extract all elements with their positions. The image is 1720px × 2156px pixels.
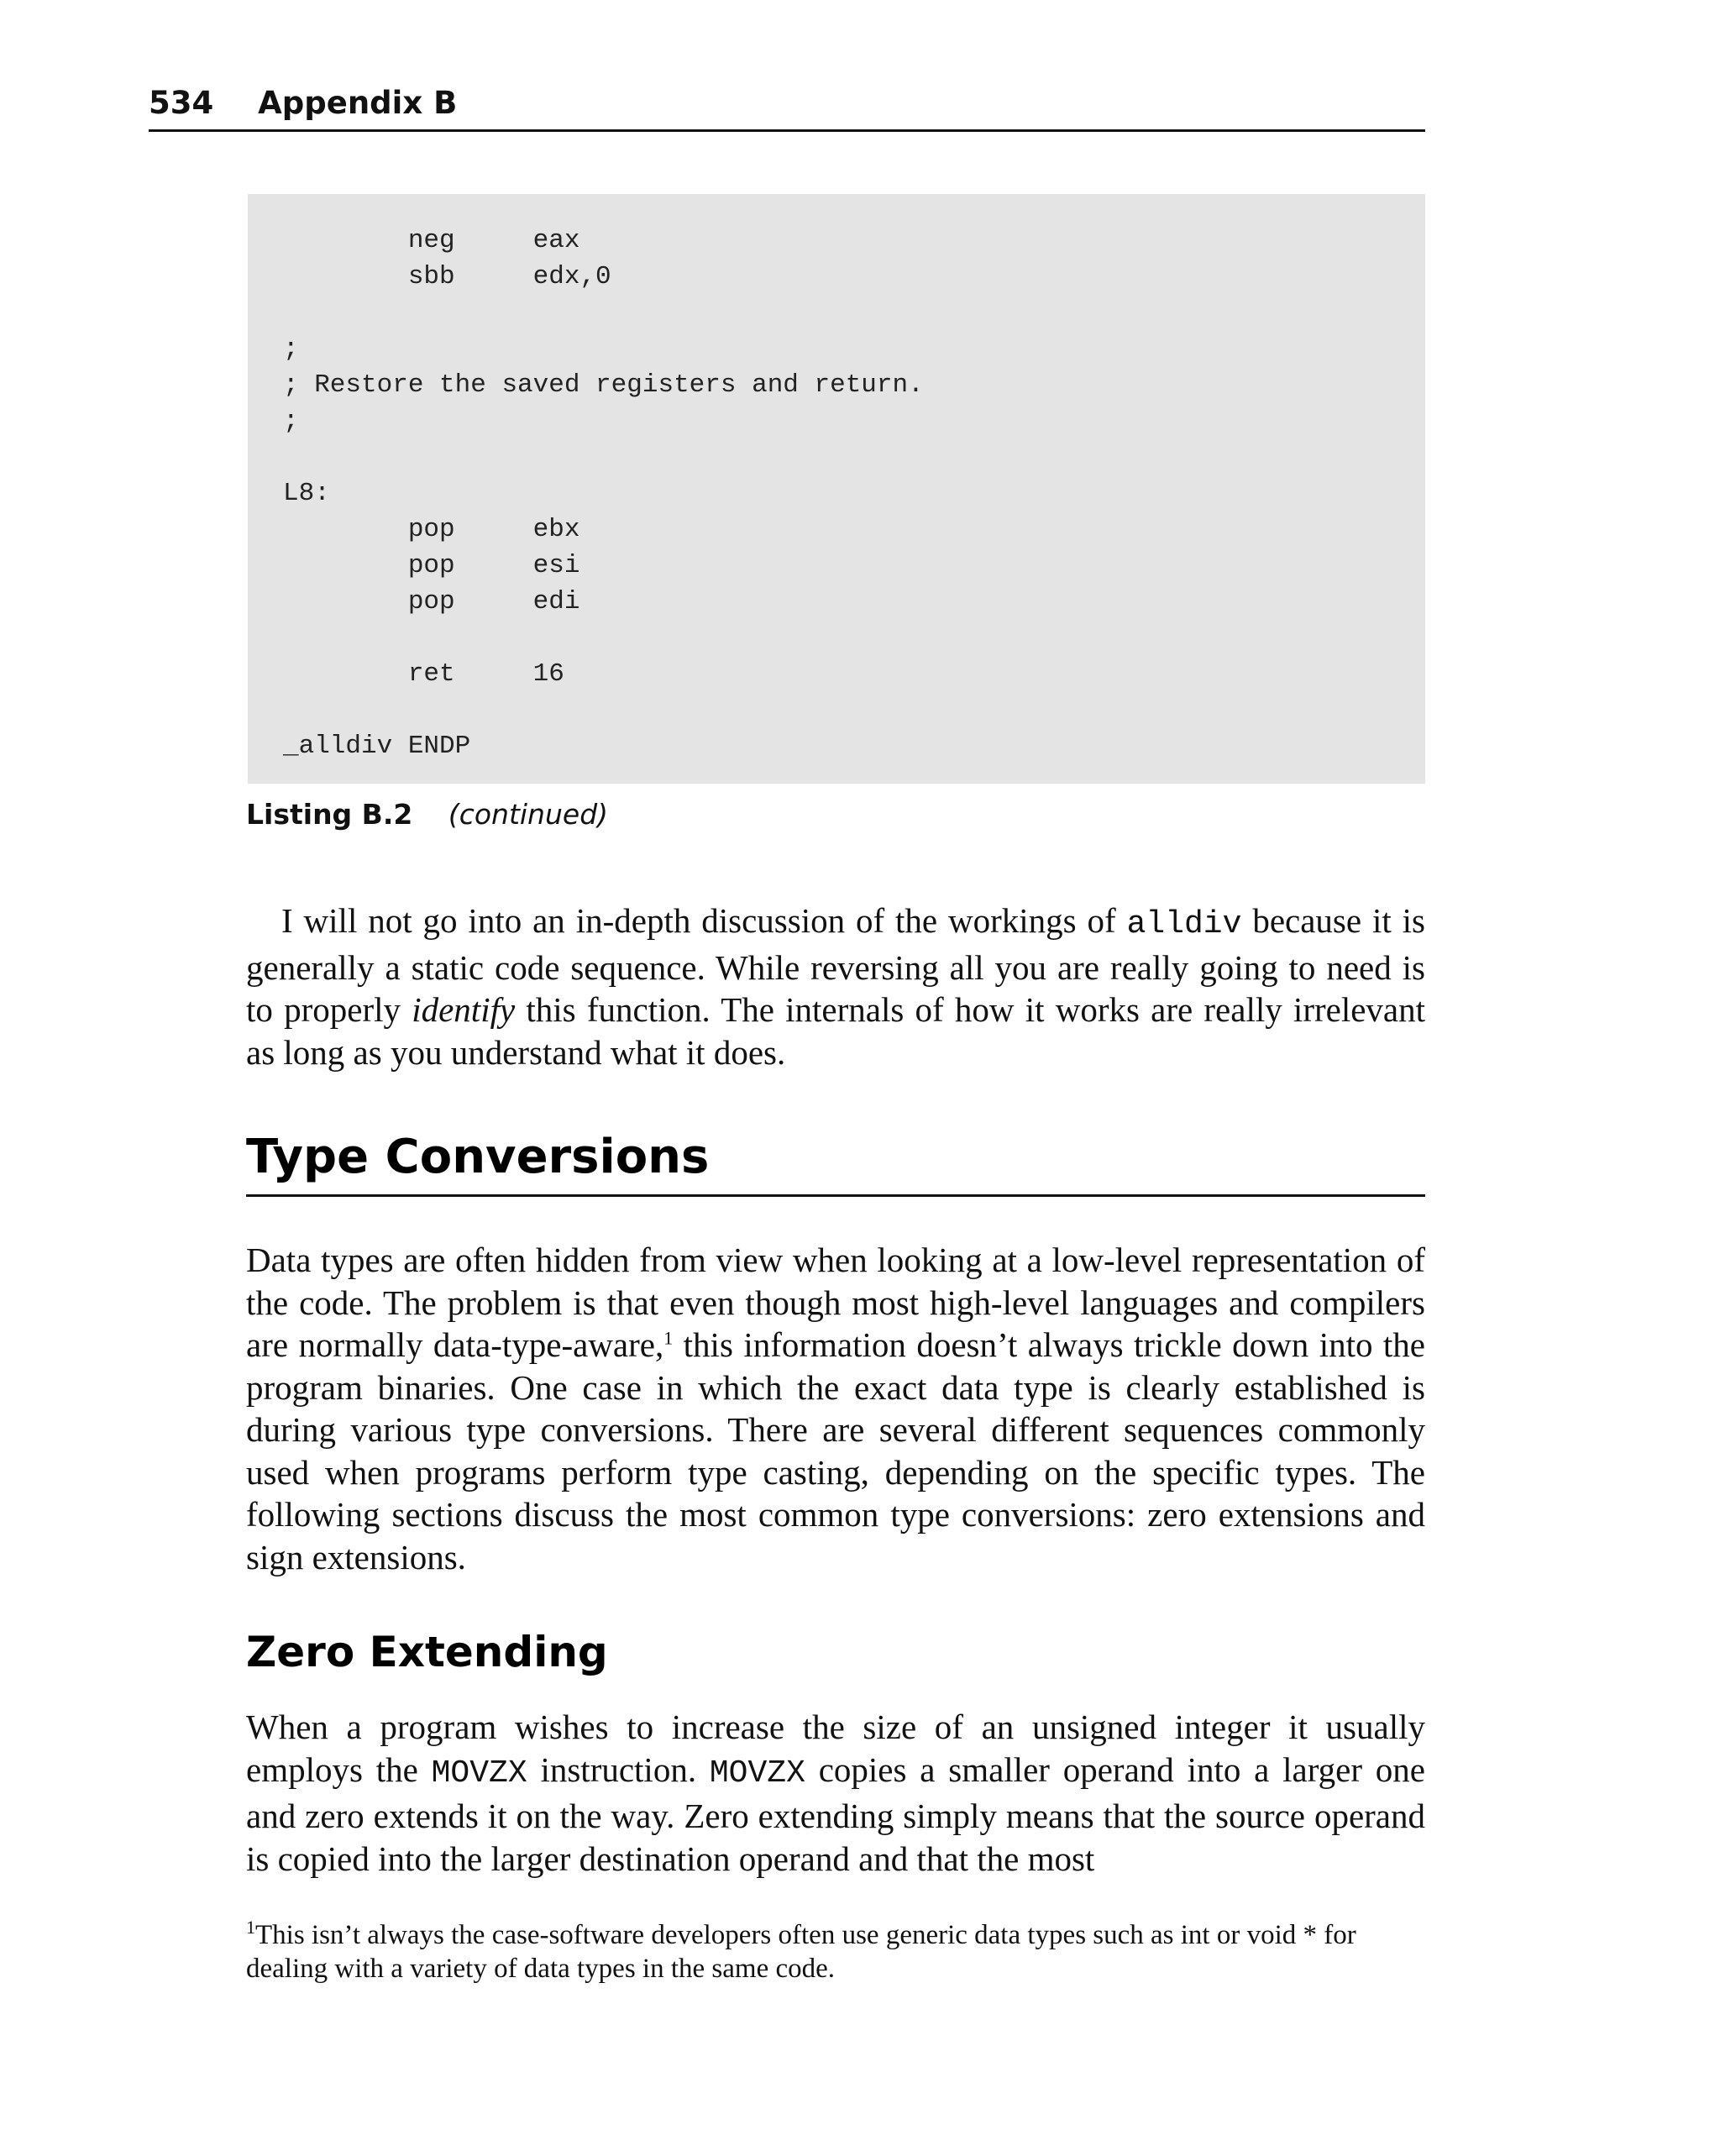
footnote-reference: 1 bbox=[663, 1327, 674, 1349]
code-listing bbox=[248, 194, 1425, 784]
intro-paragraph bbox=[246, 900, 1425, 1073]
page-number: 534 bbox=[149, 85, 214, 121]
footnote bbox=[246, 1918, 1425, 1986]
zero-extending-paragraph bbox=[246, 1706, 1425, 1880]
listing-caption-label: Listing B.2 bbox=[246, 798, 413, 831]
code-line: ; Restore the saved registers and return. bbox=[283, 370, 924, 400]
page-header bbox=[149, 81, 1425, 132]
paragraph-text: this information doesn’t always trickle down into the program binaries. One case in which the exact data type is clearly established is during various type conversions. There are several different sequences commonly used when programs perform type casting, depending on the specific types. The following sections discuss the most common type conversions: zero extensions and sign extensions. bbox=[246, 1325, 1425, 1576]
inline-code-alldiv: alldiv bbox=[1126, 906, 1242, 942]
code-line: pop esi bbox=[283, 551, 580, 580]
code-line: neg eax bbox=[283, 226, 580, 255]
footnote-number: 1 bbox=[246, 1917, 255, 1938]
inline-code-movzx: MOVZX bbox=[709, 1755, 805, 1791]
code-line: ; bbox=[283, 334, 299, 364]
section-heading-zero-extending: Zero Extending bbox=[246, 1628, 608, 1676]
paragraph-text: Data types are often hidden from view when looking at a low-level representation of the code. The problem is that even though most high-level languages and compilers are normally data-type-aware, bbox=[246, 1241, 1425, 1364]
paragraph-text: copies a smaller operand into a larger one and zero extends it on the way. Zero extending simply means that the source operand is copied into the larger destination operand and that the most bbox=[246, 1749, 1425, 1878]
paragraph-text: instruction. bbox=[527, 1749, 710, 1789]
inline-code-movzx: MOVZX bbox=[431, 1755, 527, 1791]
emphasis-identify: identify bbox=[412, 990, 516, 1029]
code-line: ; bbox=[283, 407, 299, 436]
code-line: pop edi bbox=[283, 587, 580, 616]
paragraph-text: When a program wishes to increase the size of an unsigned integer it usually employs the bbox=[246, 1707, 1425, 1789]
code-line: L8: bbox=[283, 479, 330, 508]
code-line: pop ebx bbox=[283, 515, 580, 544]
code-line: _alldiv ENDP bbox=[283, 732, 471, 761]
listing-caption-note: (continued) bbox=[448, 798, 609, 831]
paragraph-text: I will not go into an in-depth discussion of the workings of bbox=[281, 901, 1127, 940]
footnote-text: This isn’t always the case-software developers often use generic data types such as int or void * for dealing with a variety of data types in the same code. bbox=[246, 1920, 1356, 1984]
code-line: ret 16 bbox=[283, 659, 564, 689]
section-heading-type-conversions: Type Conversions bbox=[246, 1127, 1425, 1197]
type-conversions-paragraph bbox=[246, 1239, 1425, 1578]
code-line: sbb edx,0 bbox=[283, 262, 611, 291]
listing-caption bbox=[246, 796, 608, 833]
paragraph-text: because it is generally a static code sequence. While reversing all you are really going to need is to properly bbox=[246, 901, 1425, 1029]
running-title: Appendix B bbox=[258, 85, 458, 121]
paragraph-text: this function. The internals of how it works are really irrelevant as long as you understand what it does. bbox=[246, 990, 1426, 1072]
